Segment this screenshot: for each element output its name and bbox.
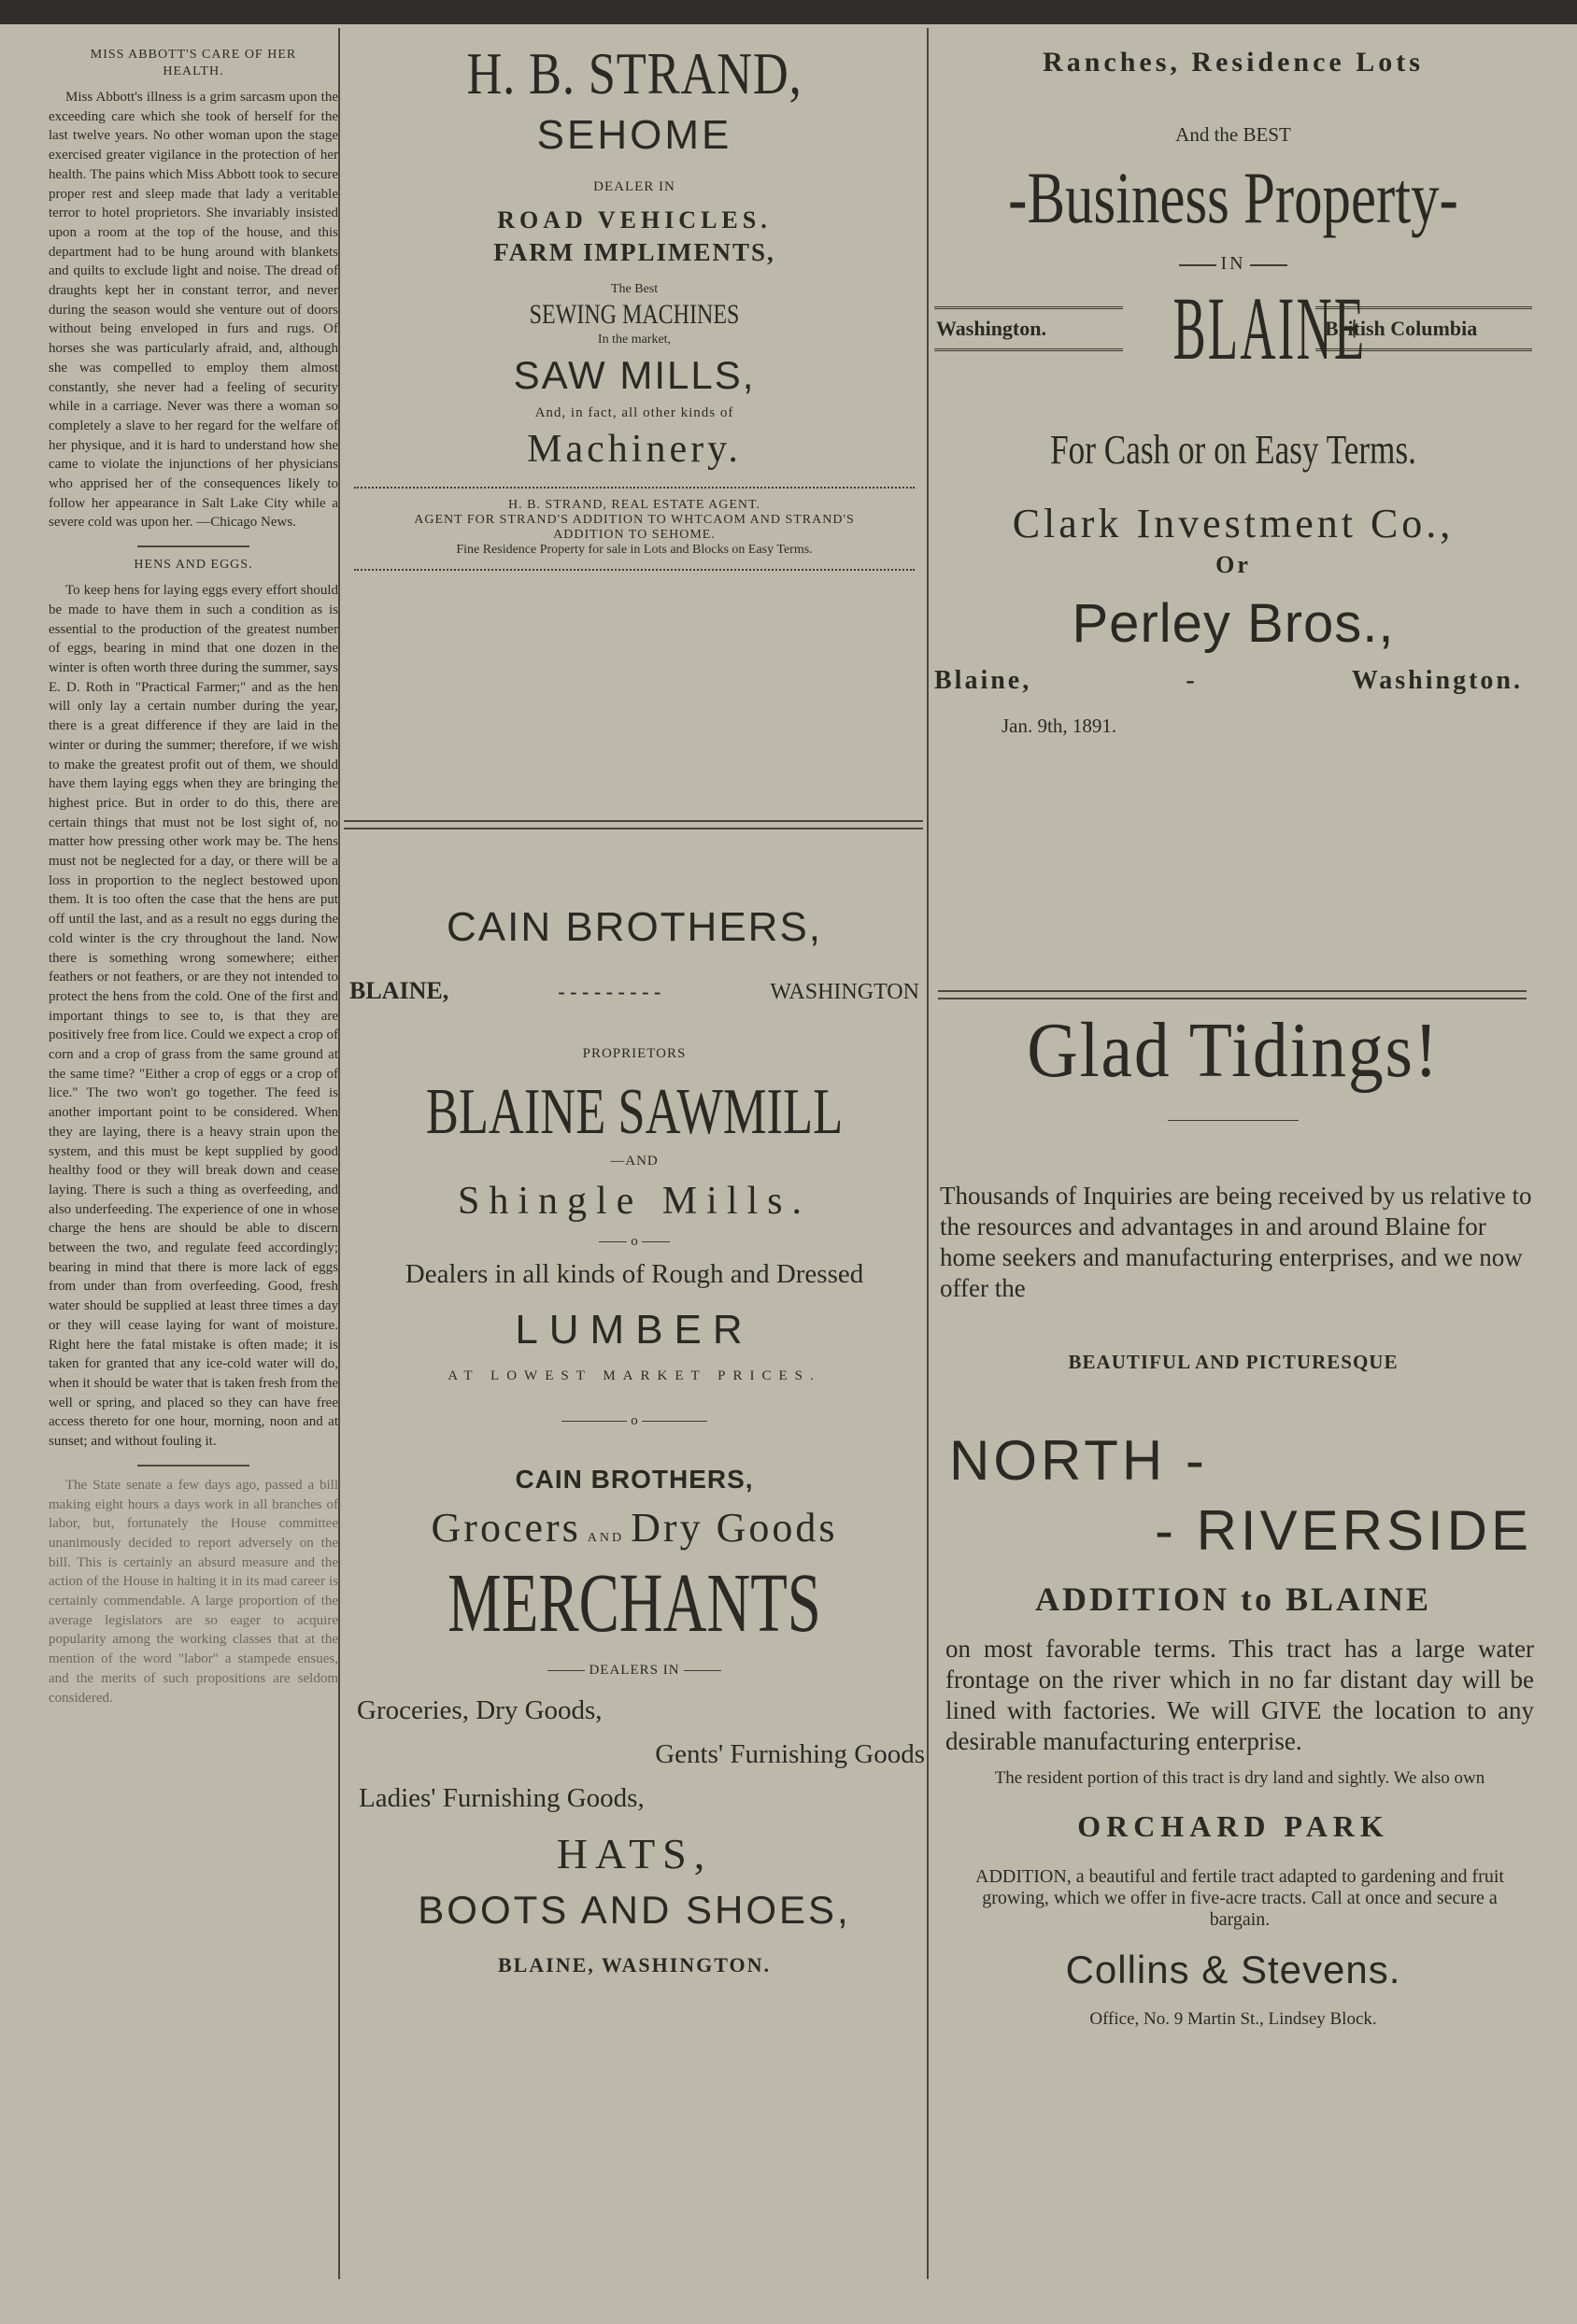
collins-ad — [934, 1005, 1532, 2030]
cain-gents: Gents' Furnishing Goods — [655, 1739, 925, 1769]
cain-blaine: BLAINE, — [349, 977, 449, 1004]
collins-riverside: - RIVERSIDE — [1154, 1499, 1532, 1562]
collins-divider — [1168, 1120, 1299, 1121]
cain-hats: HATS, — [556, 1830, 713, 1878]
cain-name: CAIN BROTHERS, — [446, 904, 823, 950]
ad-divider — [344, 828, 923, 829]
clark-british-columbia: British Columbia — [1315, 306, 1532, 351]
clark-city-row — [934, 666, 1523, 696]
strand-saw-mills: SAW MILLS, — [513, 353, 756, 397]
dotted-separator — [354, 569, 915, 571]
cain-merchants: MERCHANTS — [448, 1557, 821, 1650]
cain-separator-2: o — [344, 1412, 925, 1429]
column-rule-right — [927, 28, 929, 2279]
article-separator — [137, 546, 249, 547]
strand-machinery: Machinery. — [527, 428, 742, 471]
collins-beautiful: BEAUTIFUL AND PICTURESQUE — [1068, 1351, 1399, 1373]
cain-separator-1: o — [344, 1233, 925, 1250]
advertisement-column-right — [934, 37, 1532, 2030]
collins-glad-tidings: Glad Tidings! — [1027, 1007, 1440, 1094]
strand-dealer: DEALER IN — [593, 179, 675, 194]
cain-grocers-row: Grocers AND Dry Goods — [431, 1505, 838, 1551]
ad-divider — [344, 820, 923, 822]
clark-ad — [934, 47, 1532, 990]
cain-and: —AND — [610, 1154, 659, 1169]
strand-agent-line3: ADDITION TO SEHOME. — [553, 528, 716, 542]
article-title-abbott: MISS ABBOTT'S CARE OF HER HEALTH. — [90, 48, 297, 78]
clark-blaine-city: Blaine, — [934, 666, 1032, 695]
news-column — [49, 47, 338, 1708]
strand-best: The Best — [610, 282, 659, 296]
collins-office: Office, No. 9 Martin St., Lindsey Block. — [1089, 2009, 1377, 2029]
strand-name: H. B. STRAND, — [466, 40, 803, 106]
strand-market: In the market, — [597, 333, 672, 347]
strand-road-vehicles: ROAD VEHICLES. — [497, 206, 772, 234]
clark-business: -Business Property- — [1008, 157, 1458, 238]
clark-or: Or — [1215, 551, 1251, 578]
cain-dealers: Dealers in all kinds of Rough and Dressed — [405, 1259, 864, 1289]
cain-sawmill: BLAINE SAWMILL — [425, 1076, 844, 1148]
collins-firm: Collins & Stevens. — [1065, 1948, 1401, 1991]
cain-prices: AT LOWEST MARKET PRICES. — [448, 1368, 821, 1383]
collins-terms: on most favorable terms. This tract has a large water frontage on the river which in no far distant day will be lined with factories. We will GIVE the location to any desirable manufacturing enterprise. — [945, 1635, 1534, 1755]
strand-farm: FARM IMPLIMENTS, — [493, 238, 775, 266]
strand-agent-line1: H. B. STRAND, REAL ESTATE AGENT. — [507, 498, 761, 512]
ad-divider — [938, 998, 1527, 999]
clark-date: Jan. 9th, 1891. — [1002, 715, 1117, 737]
clark-dash: - — [1186, 666, 1198, 695]
cain-groceries: Groceries, Dry Goods, — [357, 1695, 603, 1725]
clark-blaine: BLAINE — [1172, 278, 1367, 378]
clark-terms: For Cash or on Easy Terms. — [1050, 427, 1416, 473]
clark-blaine-row — [934, 278, 1532, 378]
strand-ad — [344, 37, 925, 766]
cain-dashes: - - - - - - - - - — [558, 980, 661, 1003]
collins-resident: The resident portion of this tract is dry land and sightly. We also own — [994, 1768, 1485, 1788]
strand-agent-line2: AGENT FOR STRAND'S ADDITION TO WHTCAOM AND STRAND'S — [414, 513, 855, 527]
collins-addition: ADDITION to BLAINE — [1034, 1580, 1432, 1618]
clark-company: Clark Investment Co., — [1012, 501, 1455, 546]
collins-orchard-park: ORCHARD PARK — [1077, 1809, 1389, 1843]
cain-lumber: LUMBER — [515, 1307, 754, 1353]
clark-in: IN — [934, 253, 1532, 275]
cain-shingle: Shingle Mills. — [457, 1180, 812, 1223]
clark-washington: Washington. — [934, 306, 1123, 351]
cain-dealers-in: DEALERS IN — [344, 1662, 925, 1679]
ad-divider — [938, 990, 1527, 992]
collins-intro: Thousands of Inquiries are being received by us relative to the resources and advantages in and around Blaine for home seekers and manufacturing enterprises, and we now offer the — [940, 1182, 1532, 1302]
collins-north: NORTH - — [949, 1429, 1208, 1492]
cain-location-row — [349, 977, 919, 1005]
cain-location: BLAINE, WASHINGTON. — [497, 1953, 772, 1977]
column-rule-left — [338, 28, 340, 2279]
article-body-abbott: Miss Abbott's illness is a grim sarcasm upon the exceeding care which she took of herself for the last twelve years. No other woman upon the stage exercised greater vigilance in the protection of her health. The pains which Miss Abbott took to secure proper rest and sleep made that lady a veritable terror to hotel proprietors. She invariably insisted upon a room at the top of the house, and this department had to be hung around with blankets and quilts to exclude light and noise. The dread of draughts kept her in constant terror, and never during the season would she venture out of doors without being enveloped in furs and rugs. Of horses she was particularly afraid, and, although she was compelled to employ them almost constantly, she never had a feeling of security while in a carriage. Never was there a woman so completely a slave to her regard for the welfare of her physique, and it is hard to understand how she came to violate the injunctions of her physicians who apprised her of the consequences likely to follow her appearance in Salt Lake City while a severe cold was upon her. —Chicago News. — [49, 90, 338, 531]
clark-ranches: Ranches, Residence Lots — [1043, 47, 1424, 78]
strand-place: SEHOME — [536, 112, 732, 158]
strand-agent-line4: Fine Residence Property for sale in Lots and Blocks on Easy Terms. — [456, 543, 813, 557]
collins-orchard-desc: ADDITION, a beautiful and fertile tract adapted to gardening and fruit growing, which we offer in five-acre tracts. Call at once and secure a bargain. — [975, 1866, 1504, 1930]
article-body-hens: To keep hens for laying eggs every effort should be made to have them in such a condition as is essential to the production of the greatest number of eggs, bearing in mind that one dozen in the winter is often worth three during the summer, says E. D. Roth in "Practical Farmer;" and as the hen will only lay a certain number during the year, there is a great difference if they are laid in the winter or during the summer; therefore, if we wish to make the greatest profit out of them, we should have them laying eggs when they are bringing the highest price. But in order to do this, there are certain things that must not be lost sight of, no matter how pressing other work may be. The hens must not be neglected for a day, or there will be a loss in proportion to the neglect bestowed upon them. It is too often the case that the hens are put off until the last, and as a result no eggs during the cold winter is the cry throughout the land. Now there is something wrong somewhere; either feathers or not feathers, or are they not intended to protect the hens from the cold. One of the first and important things to see to, is that they are positively free from lice. Could we expect a crop of corn and a crop of grass from the same ground at the same time? "Either a crop of eggs or a crop of lice." The two won't go together. The feed is another important point to be considered. When they are laying, there is a heavy strain upon the system, and this must be kept supplied by good healthy food or they will break down and cease laying. There is such a thing as overfeeding, and also underfeeding. The experience of one in whose charge the hens are should be able to discern between the two, and regulate feed accordingly; bearing in mind that there is more lack of eggs from under than from overfeeding. Good, fresh water should be supplied at least three times a day or they will cease laying for want of moisture. Right here the fatal mistake is often made; it is taken for granted that any ice-cold water will do, when it should be water that is taken fresh from the well or spring, and placed so they can have free access thereto for one hour, morning, noon and at sunset; and without fouling it. — [49, 583, 338, 1450]
strand-sewing: SEWING MACHINES — [529, 299, 740, 330]
cain-proprietors: PROPRIETORS — [582, 1046, 687, 1061]
cain-ad — [344, 904, 925, 1977]
article-title-hens: HENS AND EGGS. — [134, 558, 253, 573]
cain-boots: BOOTS AND SHOES, — [418, 1888, 851, 1932]
advertisement-column-middle — [344, 37, 925, 1977]
cain-name-2: CAIN BROTHERS, — [515, 1465, 754, 1494]
article-separator — [137, 1465, 249, 1467]
clark-perley: Perley Bros., — [1072, 593, 1395, 654]
clark-best: And the BEST — [1175, 123, 1291, 146]
clark-washington-state: Washington. — [1351, 666, 1523, 695]
scan-top-edge — [0, 0, 1577, 24]
dotted-separator — [354, 487, 915, 489]
cain-ladies: Ladies' Furnishing Goods, — [359, 1783, 645, 1813]
strand-other: And, in fact, all other kinds of — [534, 405, 734, 420]
article-body-senate: The State senate a few days ago, passed a bill making eight hours a days work in all branches of labor, but, fortunately the House committee unanimously decided to report adversely on the bill. This is certainly an absurd measure and the action of the House in halting it in its mad career is certainly commendable. A large proportion of the average legislators are so eager to acquire popularity among the working classes that at the mention of the word "labor" a stampede ensues, and the merits of such propositions are seldom considered. — [49, 1477, 338, 1706]
cain-washington: WASHINGTON — [770, 980, 919, 1004]
